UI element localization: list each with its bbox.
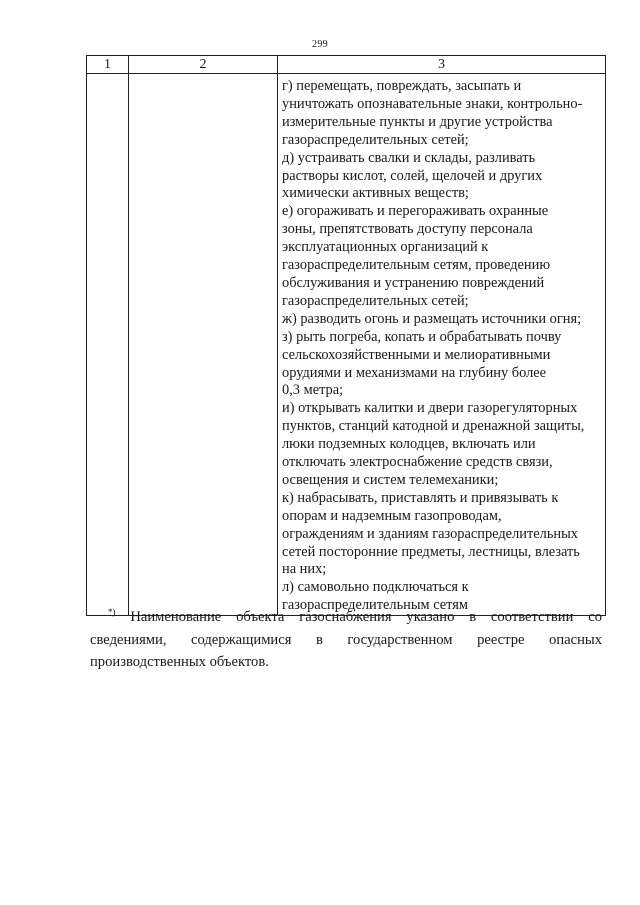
table-text-line: газораспределительных сетей;	[282, 131, 469, 148]
table-cell-col2	[129, 74, 278, 616]
table-text-line: опорам и надземным газопроводам,	[282, 507, 502, 524]
table-text-line: орудиями и механизмами на глубину более	[282, 364, 547, 381]
footnote-line-3: производственных объектов.	[90, 654, 269, 671]
table-row	[87, 74, 606, 616]
table-text-line: газораспределительных сетей;	[282, 292, 469, 309]
table-text-line: отключать электроснабжение средств связи,	[282, 454, 553, 471]
table-text-line: сетей посторонние предметы, лестницы, влезать	[282, 543, 580, 560]
footnote-text-1: Наименование объекта газоснабжения указано в соответствии со	[130, 609, 602, 625]
table-text-line: газораспределительным сетям, проведению	[282, 257, 551, 274]
table-text-line: обслуживания и устранению повреждений	[282, 274, 545, 291]
table-text-line: измерительные пункты и другие устройства	[282, 113, 553, 130]
table-text-line: з) рыть погреба, копать и обрабатывать почву	[282, 328, 562, 345]
table-text-line: ж) разводить огонь и размещать источники огня;	[282, 310, 582, 327]
table-text-line: к) набрасывать, приставлять и привязывать к	[282, 489, 559, 506]
table-text-line: пунктов, станций катодной и дренажной защиты,	[282, 418, 585, 435]
requirements-table	[86, 55, 606, 616]
table-text-line: освещения и систем телемеханики;	[282, 471, 499, 488]
footnote	[90, 606, 602, 674]
table-text-line: ограждениям и зданиям газораспределительных	[282, 525, 578, 542]
table-text-line: д) устраивать свалки и склады, разливать	[282, 149, 536, 166]
column-header-2: 2	[129, 56, 278, 74]
table-text-line: эксплуатационных организаций к	[282, 239, 489, 256]
footnote-marker: *)	[108, 607, 116, 618]
table-text-line: л) самовольно подключаться к	[282, 579, 469, 596]
footnote-line-1	[90, 606, 602, 629]
column-header-1: 1	[87, 56, 129, 74]
footnote-line-2: сведениями, содержащимися в государственном реестре опасных	[90, 631, 602, 648]
table-text-line: сельскохозяйственными и мелиоративными	[282, 346, 551, 363]
table-text-line: зоны, препятствовать доступу персонала	[282, 221, 533, 238]
table-cell-col1	[87, 74, 129, 616]
table-text-line: и) открывать калитки и двери газорегуляторных	[282, 400, 578, 417]
table-text-line: растворы кислот, солей, щелочей и других	[282, 167, 543, 184]
page-number: 299	[312, 39, 328, 50]
table-header-row	[87, 56, 606, 74]
table-cell-col3	[278, 74, 606, 616]
table-text-line: е) огораживать и перегораживать охранные	[282, 203, 549, 220]
table-text-line: на них;	[282, 561, 327, 578]
table-text-line: люки подземных колодцев, включать или	[282, 436, 536, 453]
table-text-line: газораспределительным сетям	[282, 597, 469, 614]
table-text-line: 0,3 метра;	[282, 382, 344, 399]
column-header-3: 3	[278, 56, 606, 74]
table-text-line: уничтожать опознавательные знаки, контрольно-	[282, 95, 583, 112]
table-text-line: г) перемещать, повреждать, засыпать и	[282, 78, 522, 94]
table-text-line: химически активных веществ;	[282, 185, 469, 202]
